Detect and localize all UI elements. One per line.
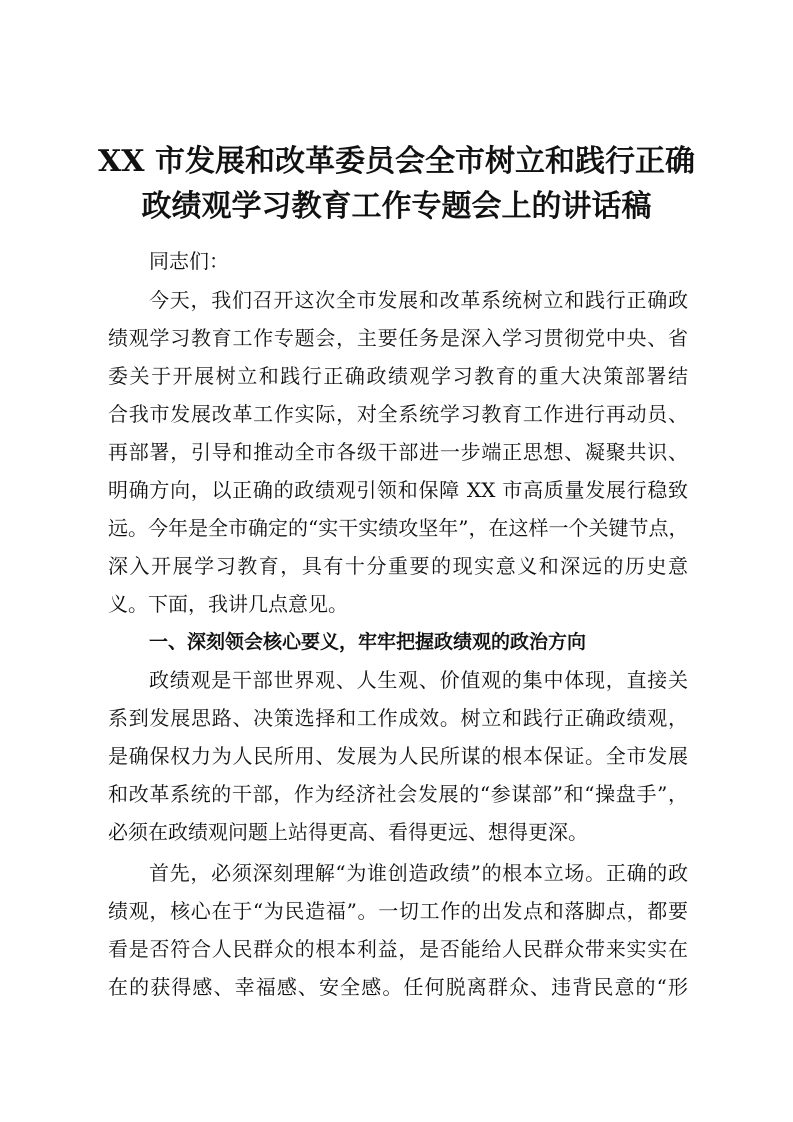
paragraph-1-line: 深入开展学习教育，具有十分重要的现实意义和深远的历史意 <box>108 554 688 578</box>
paragraph-3-line: 绩观，核心在于“为民造福”。一切工作的出发点和落脚点，都要 <box>108 899 688 923</box>
paragraph-1-line: 明确方向，以正确的政绩观引领和保障 XX 市高质量发展行稳致 <box>108 478 688 502</box>
paragraph-2-line: 必须在政绩观问题上站得更高、看得更远、想得更深。 <box>108 820 588 844</box>
document-title-line-1: XX 市发展和改革委员会全市树立和践行正确 <box>98 144 695 179</box>
paragraph-1-line: 义。下面，我讲几点意见。 <box>108 592 348 616</box>
paragraph-1-line: 委关于开展树立和践行正确政绩观学习教育的重大决策部署结 <box>108 364 688 388</box>
paragraph-3-line: 在的获得感、幸福感、安全感。任何脱离群众、违背民意的“形 <box>108 975 688 999</box>
paragraph-1-line: 再部署，引导和推动全市各级干部进一步端正思想、凝聚共识、 <box>108 440 688 464</box>
paragraph-2-line: 和改革系统的干部，作为经济社会发展的“参谋部”和“操盘手”， <box>108 782 688 806</box>
paragraph-1-line: 合我市发展改革工作实际，对全系统学习教育工作进行再动员、 <box>108 402 688 426</box>
section-1-heading: 一、深刻领会核心要义，牢牢把握政绩观的政治方向 <box>149 631 587 653</box>
paragraph-1-line: 远。今年是全市确定的“实干实绩攻坚年”，在这样一个关键节点， <box>108 516 689 540</box>
paragraph-2-line: 政绩观是干部世界观、人生观、价值观的集中体现，直接关 <box>149 668 688 692</box>
paragraph-2-line: 是确保权力为人民所用、发展为人民所谋的根本保证。全市发展 <box>108 744 688 768</box>
document-title-line-2: 政绩观学习教育工作专题会上的讲话稿 <box>141 189 652 224</box>
paragraph-1-line: 今天，我们召开这次全市发展和改革系统树立和践行正确政 <box>149 288 688 312</box>
salutation: 同志们： <box>149 249 229 273</box>
paragraph-1-line: 绩观学习教育工作专题会，主要任务是深入学习贯彻党中央、省 <box>108 326 688 350</box>
paragraph-3-line: 首先，必须深刻理解“为谁创造政绩”的根本立场。正确的政 <box>149 861 688 885</box>
paragraph-2-line: 系到发展思路、决策选择和工作成效。树立和践行正确政绩观， <box>108 706 688 730</box>
paragraph-3-line: 看是否符合人民群众的根本利益，是否能给人民群众带来实实在 <box>108 937 688 961</box>
